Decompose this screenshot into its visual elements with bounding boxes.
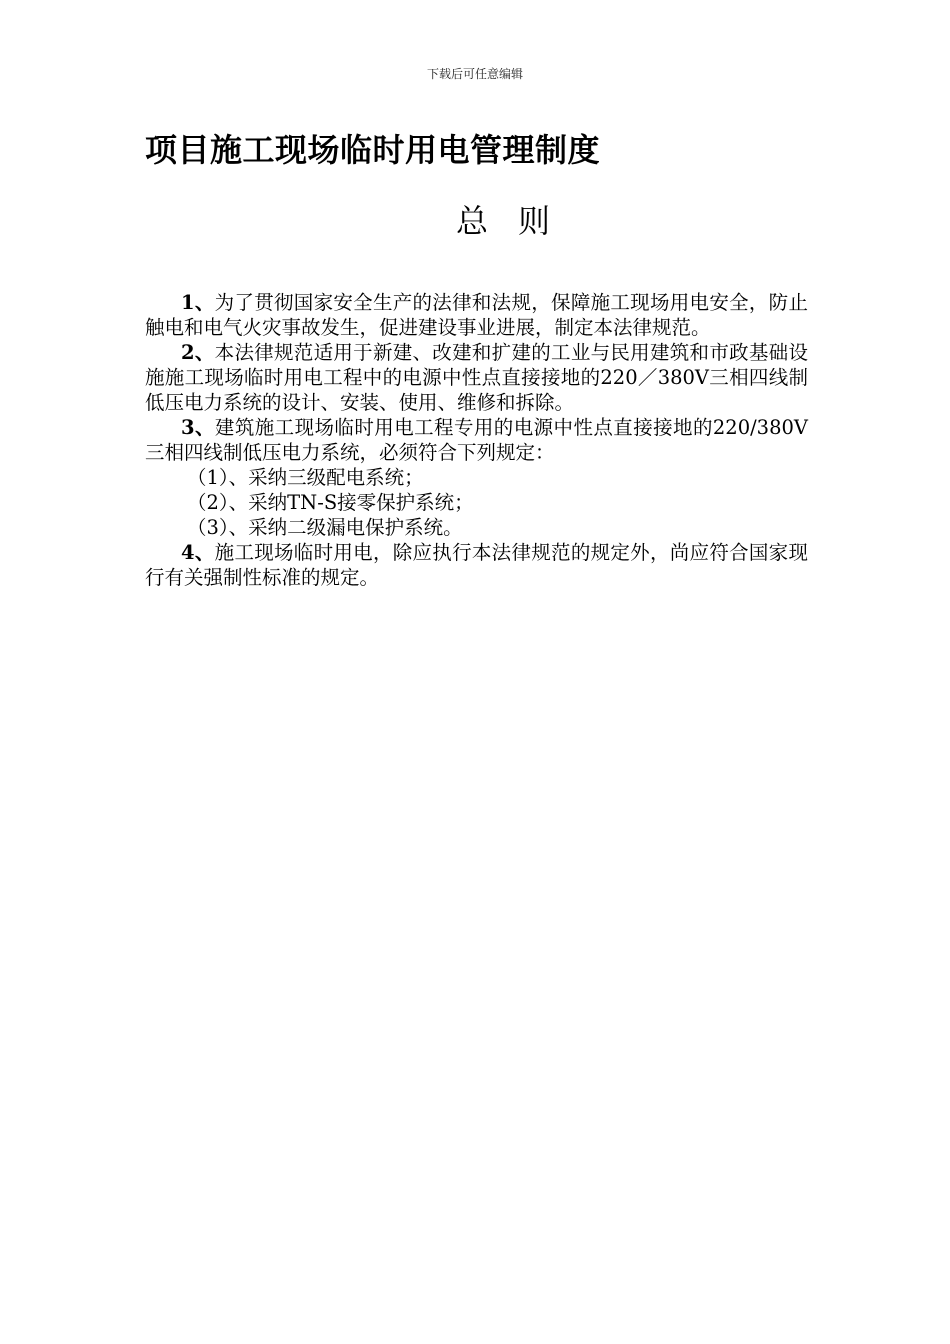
header-note: 下载后可任意编辑 <box>426 67 523 81</box>
document-title: 项目施工现场临时用电管理制度 <box>145 131 601 169</box>
section-title-char-2: 则 <box>518 202 551 240</box>
section-title <box>0 199 950 243</box>
document-body <box>145 290 808 590</box>
section-title-char-1: 总 <box>455 202 488 240</box>
paragraph-separator: 、 <box>194 341 215 364</box>
list-item: （1）、采纳三级配电系统； <box>187 466 424 489</box>
list-item: （3）、采纳二级漏电保护系统。 <box>187 516 463 539</box>
paragraph-text: 本法律规范适用于新建、改建和扩建的工业与民用建筑和市政基础设施施工现场临时用电工程中的电源中性点直接接地的220／380V三相四线制低压电力系统的设计、安装、使用、维修和拆除。 <box>145 341 808 414</box>
paragraph-number: 3 <box>181 416 195 439</box>
paragraph-separator: 、 <box>194 541 215 564</box>
paragraph-number: 1 <box>181 291 195 314</box>
paragraph-text: 施工现场临时用电，除应执行本法律规范的规定外，尚应符合国家现行有关强制性标准的规定。 <box>145 541 808 589</box>
paragraph-3 <box>145 415 808 465</box>
paragraph-2 <box>145 340 808 415</box>
list-item: （2）、采纳TN-S接零保护系统； <box>187 491 474 514</box>
paragraph-separator: 、 <box>194 291 215 314</box>
paragraph-separator: 、 <box>194 416 215 439</box>
paragraph-text: 建筑施工现场临时用电工程专用的电源中性点直接接地的220/380V三相四线制低压电力系统，必须符合下列规定： <box>145 416 808 464</box>
paragraph-4 <box>145 540 808 590</box>
paragraph-number: 2 <box>181 341 195 364</box>
paragraph-1 <box>145 290 808 340</box>
paragraph-number: 4 <box>181 541 195 564</box>
paragraph-text: 为了贯彻国家安全生产的法律和法规，保障施工现场用电安全，防止触电和电气火灾事故发生，促进建设事业进展，制定本法律规范。 <box>145 291 808 339</box>
